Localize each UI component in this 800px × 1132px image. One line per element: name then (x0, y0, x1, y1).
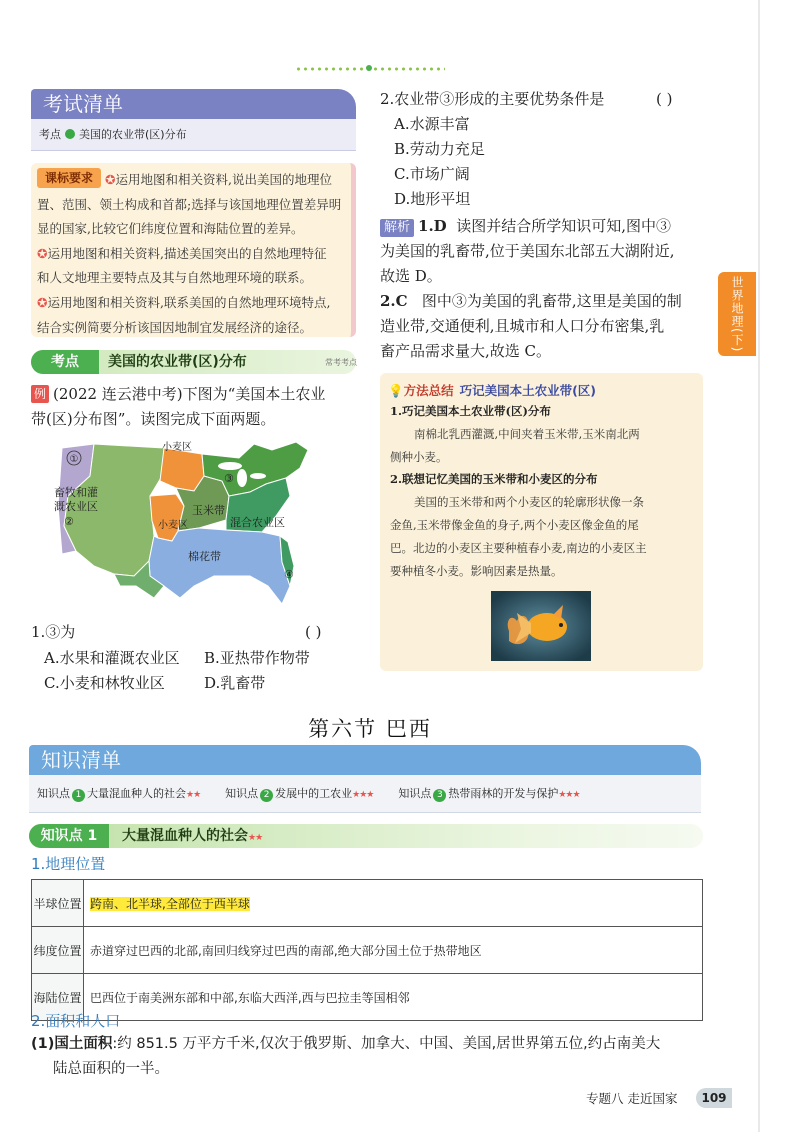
exam-list-strip (31, 119, 356, 151)
q2-stem: 2.农业带③形成的主要优势条件是 (380, 90, 605, 108)
example-line-1: (2022 连云港中考)下图为“美国本土农业 (53, 385, 326, 403)
lightbulb-icon: 💡 (388, 383, 404, 398)
geo-value-highlight: 跨南、北半球,全部位于西半球 (90, 896, 250, 911)
page-number: 109 (696, 1088, 732, 1108)
bullet-icon: ✪ (37, 245, 48, 261)
curriculum-item-3-line-2: 结合实例简要分析该国因地制宜发展经济的途径。 (37, 319, 313, 335)
kp-title: 美国的农业带(区)分布 (108, 354, 247, 370)
method-tag: 方法总结 (403, 383, 454, 398)
q1-paren: ( ) (305, 623, 322, 641)
map-label-winter-wheat: 小麦区 (158, 520, 188, 531)
map-label-3: ③ (224, 472, 234, 485)
kl-item-2-text: 发展中的工农业 (275, 787, 353, 800)
kl-item-1 (37, 787, 200, 800)
kl-item-1-num: 1 (72, 789, 85, 802)
map-label-4: ④ (284, 568, 294, 581)
geo-key: 半球位置 (32, 880, 84, 927)
q2-option-d: D.地形平坦 (394, 190, 471, 208)
kp1-title (122, 824, 262, 850)
kl-item-3-stars: ★★★ (558, 790, 580, 800)
curriculum-item-2-line-1: 运用地图和相关资料,描述美国突出的自然地理特征 (47, 245, 327, 261)
map-label-cotton: 棉花带 (188, 550, 221, 563)
exam-list-title: 考试清单 (31, 89, 356, 119)
method-p1-line-2: 侧种小麦。 (390, 449, 448, 464)
answer-tag: 解析 (380, 219, 414, 237)
kp-tag: 考点 (31, 350, 99, 374)
kl-item-3-prefix: 知识点 (398, 787, 432, 800)
side-tab: 世界地理(下) (718, 272, 756, 356)
kl-item-3-num: 3 (433, 789, 446, 802)
table-row (32, 880, 703, 927)
bullet-icon: ✪ (37, 294, 48, 310)
table-row (32, 927, 703, 974)
q1-stem: 1.③为 (31, 623, 76, 641)
map-label-1: ① (69, 454, 79, 465)
q1-option-d: D.乳畜带 (204, 674, 266, 692)
q2-paren: ( ) (656, 90, 673, 108)
method-p2-line-1: 美国的玉米带和两个小麦区的轮廓形状像一条 (414, 495, 644, 510)
table-row (32, 974, 703, 1021)
method-p2-line-2: 金鱼,玉米带像金鱼的身子,两个小麦区像金鱼的尾 (390, 517, 639, 532)
kl-item-2-prefix: 知识点 (225, 787, 259, 800)
method-title-row (388, 381, 596, 399)
geo-key: 纬度位置 (32, 927, 84, 974)
map-great-lakes-2 (237, 469, 247, 487)
map-label-corn: 玉米带 (192, 504, 225, 517)
map-label-mixed: 混合农业区 (230, 516, 285, 529)
curriculum-item-3-line-1: 运用地图和相关资料,联系美国的自然地理环境特点, (47, 294, 331, 310)
example-stem (31, 382, 361, 432)
answer-block (380, 214, 710, 364)
curriculum-item-2-line-2: 和人文地理主要特点及其与自然地理环境的联系。 (37, 270, 313, 286)
geo-heading: 1.地理位置 (31, 855, 106, 873)
q1-option-a: A.水果和灌溉农业区 (44, 649, 180, 667)
q1-option-b: B.亚热带作物带 (204, 649, 310, 667)
q2-option-c: C.市场广阔 (394, 165, 470, 183)
answer-2-line-1: 图中③为美国的乳畜带,这里是美国的制 (421, 292, 682, 310)
answer-1-line-1: 读图并结合所学知识可知,图中③ (456, 217, 672, 235)
answer-1-line-2: 为美国的乳畜带,位于美国东北部五大湖附近, (380, 242, 675, 260)
method-title: 巧记美国本土农业带(区) (459, 383, 597, 398)
area-line-2: 陆总面积的一半。 (53, 1061, 169, 1077)
green-dot-icon (65, 129, 75, 139)
kl-item-2-stars: ★★★ (352, 790, 374, 800)
area-paragraph (31, 1032, 711, 1082)
answer-1-line-3: 故选 D。 (380, 267, 442, 285)
goldfish-image (491, 591, 591, 661)
curriculum-item-1-line-2: 置、范围、领土构成和首都;选择与该国地理位置差异明 (37, 196, 342, 212)
area-line-1: :约 851.5 万平方千米,仅次于俄罗斯、加拿大、中国、美国,居世界第五位,约占南美大 (112, 1036, 661, 1052)
answer-1-head: 1.D (418, 217, 447, 235)
geo-value (84, 880, 703, 927)
kl-item-2 (225, 787, 373, 800)
map-great-lakes-3 (250, 473, 266, 479)
curriculum-tag: 课标要求 (37, 168, 101, 188)
geo-value: 巴西位于南美洲东部和中部,东临大西洋,西与巴拉圭等国相邻 (84, 974, 703, 1021)
section-title: 第六节 巴西 (308, 717, 432, 741)
area-heading: 2.面积和人口 (31, 1012, 121, 1030)
knowledge-list-title: 知识清单 (29, 745, 701, 775)
answer-2-head: 2.C (380, 292, 408, 310)
map-great-lakes-1 (218, 462, 242, 470)
kp1-title-text: 大量混血种人的社会 (122, 828, 248, 844)
us-agriculture-map (54, 436, 324, 621)
area-label: (1)国土面积 (31, 1036, 113, 1052)
kl-item-1-stars: ★★ (186, 790, 201, 800)
exam-strip-text: 美国的农业带(区)分布 (79, 128, 187, 141)
curriculum-item-1-line-3: 显的国家,比较它们纬度位置和海陆位置的差异。 (37, 221, 304, 237)
example-line-2: 带(区)分布图”。读图完成下面两题。 (31, 410, 276, 428)
curriculum-text (37, 168, 350, 340)
method-heading-1: 1.巧记美国本土农业带(区)分布 (390, 404, 551, 418)
top-ornament-center-dot (366, 65, 372, 71)
kp-note: 常考考点 (325, 358, 357, 367)
method-content (390, 400, 702, 582)
geo-value: 赤道穿过巴西的北部,南回归线穿过巴西的南部,绝大部分国土位于热带地区 (84, 927, 703, 974)
kl-item-1-text: 大量混血种人的社会 (87, 787, 186, 800)
page-edge-line (758, 0, 760, 1132)
map-label-ranch-2: 溉农业区 (54, 500, 98, 513)
answer-2-line-3: 畜产品需求量大,故选 C。 (380, 342, 552, 360)
geo-table (31, 879, 703, 1021)
q2-option-b: B.劳动力充足 (394, 140, 485, 158)
exam-strip-prefix: 考点 (39, 128, 61, 141)
q2-option-a: A.水源丰富 (394, 115, 470, 133)
method-p2-line-4: 要种植冬小麦。影响因素是热量。 (390, 563, 563, 578)
bullet-icon: ✪ (105, 172, 116, 187)
kl-item-2-num: 2 (260, 789, 273, 802)
knowledge-list-strip (29, 775, 701, 813)
example-tag: 例 (31, 385, 49, 403)
method-p1-line-1: 南棉北乳西灌溉,中间夹着玉米带,玉米南北两 (414, 426, 640, 441)
q1-option-c: C.小麦和林牧业区 (44, 674, 165, 692)
kl-item-3 (398, 787, 579, 800)
kp1-stars: ★★ (248, 833, 263, 843)
map-label-ranch-1: 畜牧和灌 (54, 486, 98, 499)
footer-text: 专题八 走近国家 (586, 1091, 678, 1106)
kl-item-3-text: 热带雨林的开发与保护 (448, 787, 559, 800)
answer-2-line-2: 造业带,交通便利,且城市和人口分布密集,乳 (380, 317, 665, 335)
geo-key: 海陆位置 (32, 974, 84, 1021)
curriculum-item-1-line-1: 运用地图和相关资料,说出美国的地理位 (115, 172, 332, 187)
method-p2-line-3: 巴。北边的小麦区主要种植春小麦,南边的小麦区主 (390, 540, 647, 555)
kl-item-1-prefix: 知识点 (37, 787, 70, 800)
map-label-spring-wheat: 小麦区 (162, 442, 192, 453)
kp1-tag: 知识点 1 (29, 824, 109, 848)
method-heading-2: 2.联想记忆美国的玉米带和小麦区的分布 (390, 472, 598, 487)
map-label-2: ② (64, 515, 74, 528)
